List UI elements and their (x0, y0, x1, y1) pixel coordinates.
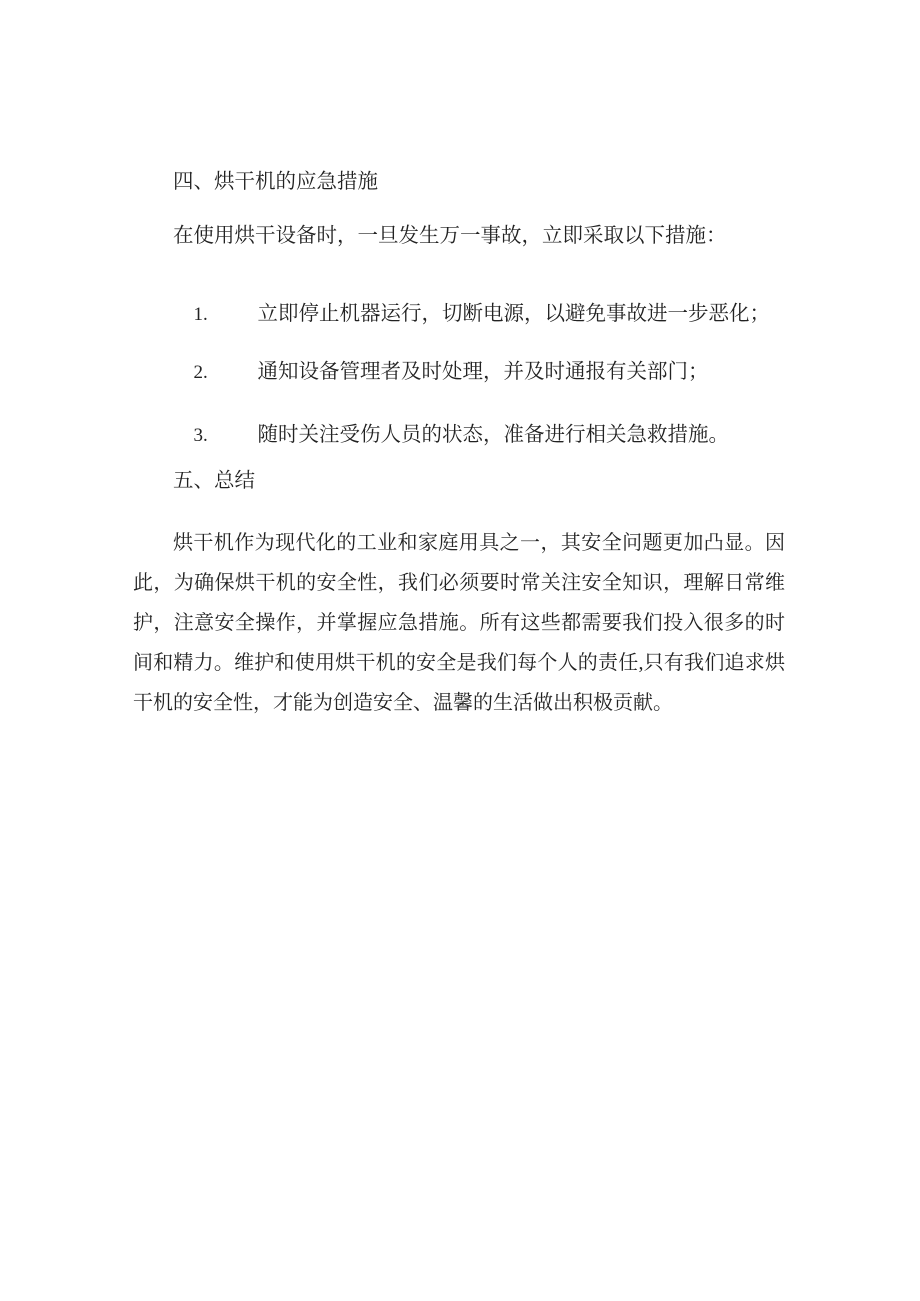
list-item-3 (173, 404, 729, 466)
summary-line-3: 护，注意安全操作，并掌握应急措施。所有这些都需要我们投入很多的时 (133, 612, 785, 634)
list-item-3-text: 随时关注受伤人员的状态，准备进行相关急救措施。 (257, 423, 729, 446)
list-item-3-number: 3. (193, 424, 208, 446)
list-item-1 (173, 283, 770, 345)
summary-paragraph (133, 523, 785, 723)
list-item-1-text: 立即停止机器运行，切断电源，以避免事故进一步恶化； (257, 302, 770, 325)
summary-line-4: 间和精力。维护和使用烘干机的安全是我们每个人的责任,只有我们追求烘 (133, 652, 785, 674)
intro-paragraph: 在使用烘干设备时，一旦发生万一事故，立即采取以下措施： (173, 225, 727, 247)
list-item-2 (173, 341, 709, 403)
summary-line-1: 烘干机作为现代化的工业和家庭用具之一，其安全问题更加凸显。因 (173, 532, 785, 554)
list-item-2-text: 通知设备管理者及时处理，并及时通报有关部门； (257, 360, 709, 383)
section-5-heading: 五、总结 (173, 470, 255, 492)
list-item-1-number: 1. (193, 303, 208, 325)
section-4-heading: 四、烘干机的应急措施 (173, 171, 378, 193)
list-item-2-number: 2. (193, 361, 208, 383)
summary-line-5: 干机的安全性，才能为创造安全、温馨的生活做出积极贡献。 (133, 692, 673, 714)
summary-line-2: 此，为确保烘干机的安全性，我们必须要时常关注安全知识，理解日常维 (133, 572, 785, 594)
